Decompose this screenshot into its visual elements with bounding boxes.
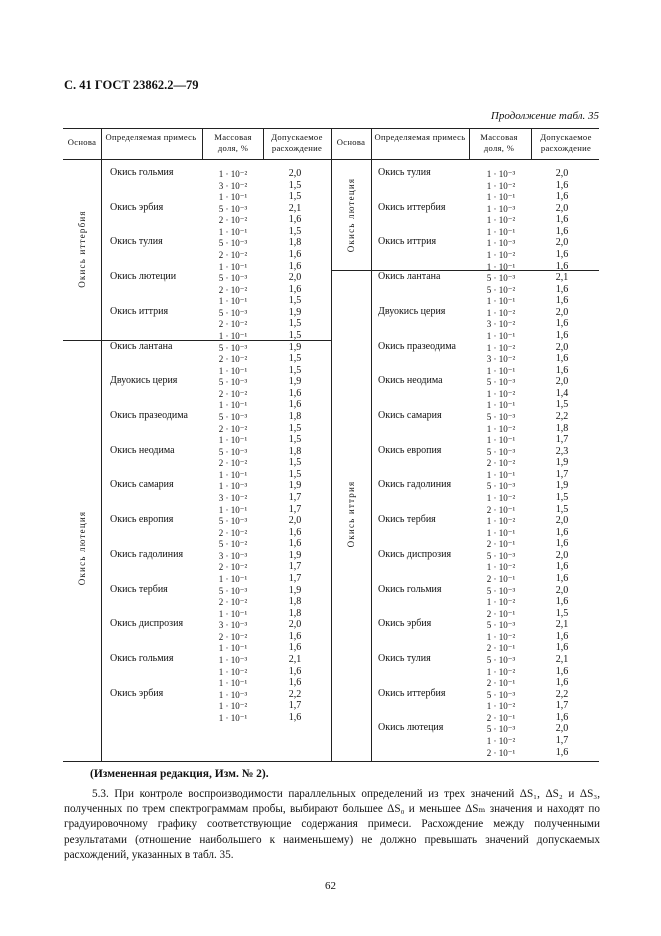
mass-fraction: 2 · 10⁻² — [218, 423, 248, 434]
page-header: С. 41 ГОСТ 23862.2—79 — [64, 78, 199, 92]
mass-fraction: 1 · 10⁻³ — [218, 654, 248, 665]
mass-fraction: 1 · 10⁻¹ — [218, 400, 248, 411]
mass-fraction: 2 · 10⁻¹ — [486, 643, 516, 654]
mass-fraction: 1 · 10⁻¹ — [486, 469, 516, 480]
mass-fraction: 5 · 10⁻³ — [218, 273, 248, 284]
mass-fraction: 2 · 10⁻² — [218, 631, 248, 642]
mass-fraction: 1 · 10⁻³ — [486, 203, 516, 214]
impurity-name: Окись гадолиния — [378, 479, 452, 491]
mass-fraction: 2 · 10⁻¹ — [486, 678, 516, 689]
impurity-name: Окись гадолиния — [110, 548, 184, 560]
allowed-difference: 2,1 — [555, 619, 569, 631]
allowed-difference: 2,0 — [555, 723, 569, 735]
allowed-difference: 1,5 — [288, 329, 302, 341]
allowed-difference: 1,5 — [555, 399, 569, 411]
impurity-name: Окись диспрозия — [110, 618, 184, 630]
impurity-name: Окись самария — [110, 479, 174, 491]
mass-fraction: 1 · 10⁻¹ — [218, 296, 248, 307]
allowed-difference: 2,1 — [288, 653, 302, 665]
allowed-difference: 1,6 — [288, 642, 302, 654]
mass-fraction: 3 · 10⁻² — [486, 354, 516, 365]
allowed-difference: 1,5 — [288, 434, 302, 446]
mass-fraction: 1 · 10⁻¹ — [218, 678, 248, 689]
allowed-difference: 1,6 — [555, 353, 569, 365]
allowed-difference: 1,7 — [288, 700, 302, 712]
mass-fraction: 5 · 10⁻³ — [486, 411, 516, 422]
mass-fraction: 1 · 10⁻² — [486, 562, 516, 573]
mass-fraction: 1 · 10⁻¹ — [218, 365, 248, 376]
impurity-name: Окись самария — [378, 409, 442, 421]
allowed-difference: 1,6 — [555, 191, 569, 203]
mass-fraction: 1 · 10⁻² — [218, 666, 248, 677]
page-number: 62 — [325, 880, 336, 892]
mass-fraction: 1 · 10⁻¹ — [218, 573, 248, 584]
allowed-difference: 1,6 — [555, 248, 569, 260]
allowed-difference: 1,6 — [555, 364, 569, 376]
impurity-name: Окись диспрозия — [378, 548, 452, 560]
allowed-difference: 1,6 — [555, 711, 569, 723]
mass-fraction: 1 · 10⁻³ — [486, 238, 516, 249]
mass-fraction: 1 · 10⁻² — [486, 388, 516, 399]
mass-fraction: 2 · 10⁻¹ — [486, 573, 516, 584]
impurity-name: Окись неодима — [378, 375, 443, 387]
mass-fraction: 2 · 10⁻¹ — [486, 747, 516, 758]
mass-fraction: 1 · 10⁻¹ — [486, 365, 516, 376]
impurity-name: Окись европия — [110, 514, 174, 526]
header-impurity-right: Определяемая примесь — [374, 132, 466, 142]
mass-fraction: 5 · 10⁻³ — [218, 342, 248, 353]
mass-fraction: 3 · 10⁻³ — [218, 550, 248, 561]
impurity-name: Окись тулия — [378, 652, 431, 664]
impurity-name: Окись иттрия — [110, 305, 169, 317]
allowed-difference: 1,6 — [288, 248, 302, 260]
group-separator — [331, 270, 599, 271]
allowed-difference: 2,0 — [555, 237, 569, 249]
mass-fraction: 3 · 10⁻³ — [218, 620, 248, 631]
mass-fraction: 2 · 10⁻² — [218, 597, 248, 608]
mass-fraction: 1 · 10⁻¹ — [486, 435, 516, 446]
impurity-name: Окись эрбия — [110, 201, 164, 213]
mass-fraction: 1 · 10⁻¹ — [218, 469, 248, 480]
impurity-name: Окись лантана — [110, 340, 173, 352]
allowed-difference: 1,9 — [288, 341, 302, 353]
mass-fraction: 5 · 10⁻³ — [218, 585, 248, 596]
allowed-difference: 1,5 — [288, 364, 302, 376]
mass-fraction: 1 · 10⁻² — [486, 666, 516, 677]
allowed-difference: 1,5 — [555, 607, 569, 619]
impurity-name: Окись иттербия — [378, 687, 446, 699]
allowed-difference: 1,9 — [288, 584, 302, 596]
impurity-name: Окись празеодима — [378, 340, 456, 352]
impurity-name: Окись эрбия — [110, 687, 164, 699]
allowed-difference: 1,5 — [288, 457, 302, 469]
allowed-difference: 1,9 — [555, 480, 569, 492]
column-line — [469, 128, 470, 159]
allowed-difference: 1,6 — [288, 665, 302, 677]
mass-fraction: 5 · 10⁻² — [486, 284, 516, 295]
impurity-name: Окись гольмия — [378, 583, 442, 595]
mass-fraction: 1 · 10⁻¹ — [218, 226, 248, 237]
allowed-difference: 1,7 — [555, 734, 569, 746]
column-line — [202, 128, 203, 159]
column-line — [331, 128, 332, 761]
impurity-name: Окись тербия — [378, 514, 436, 526]
allowed-difference: 2,0 — [555, 549, 569, 561]
allowed-difference: 1,6 — [288, 677, 302, 689]
allowed-difference: 1,5 — [555, 503, 569, 515]
allowed-difference: 2,0 — [288, 619, 302, 631]
allowed-difference: 1,6 — [555, 538, 569, 550]
mass-fraction: 1 · 10⁻² — [486, 516, 516, 527]
base-group-label: Окись иттрия — [346, 480, 356, 547]
mass-fraction: 5 · 10⁻³ — [486, 446, 516, 457]
mass-fraction: 1 · 10⁻² — [218, 169, 248, 179]
allowed-difference: 2,0 — [555, 376, 569, 388]
table-bottom-border — [63, 761, 599, 762]
mass-fraction: 5 · 10⁻³ — [218, 516, 248, 527]
allowed-difference: 2,0 — [555, 202, 569, 214]
allowed-difference: 1,4 — [555, 387, 569, 399]
allowed-difference: 2,0 — [555, 515, 569, 527]
allowed-difference: 2,1 — [288, 202, 302, 214]
mass-fraction: 1 · 10⁻² — [486, 180, 516, 191]
impurity-name: Окись неодима — [110, 444, 175, 456]
mass-fraction: 5 · 10⁻³ — [486, 689, 516, 700]
table-continuation-label: Продолжение табл. 35 — [490, 110, 599, 122]
mass-fraction: 1 · 10⁻² — [486, 215, 516, 226]
column-line — [371, 128, 372, 761]
mass-fraction: 3 · 10⁻² — [218, 180, 248, 191]
mass-fraction: 5 · 10⁻³ — [486, 724, 516, 735]
mass-fraction: 1 · 10⁻¹ — [486, 330, 516, 341]
column-line — [263, 128, 264, 159]
allowed-difference: 1,6 — [555, 225, 569, 237]
allowed-difference: 2,0 — [288, 168, 302, 179]
allowed-difference: 1,8 — [288, 237, 302, 249]
mass-fraction: 5 · 10⁻³ — [486, 654, 516, 665]
mass-fraction: 1 · 10⁻¹ — [486, 261, 516, 272]
impurity-name: Окись лютеция — [378, 722, 444, 734]
header-diff-right: Допускаемое расхождение — [540, 132, 592, 153]
allowed-difference: 1,9 — [288, 480, 302, 492]
allowed-difference: 2,3 — [555, 445, 569, 457]
allowed-difference: 1,8 — [288, 596, 302, 608]
mass-fraction: 5 · 10⁻³ — [486, 620, 516, 631]
mass-fraction: 5 · 10⁻³ — [218, 446, 248, 457]
header-base-right: Основа — [336, 137, 366, 147]
allowed-difference: 1,6 — [288, 283, 302, 295]
mass-fraction: 5 · 10⁻³ — [486, 585, 516, 596]
mass-fraction: 1 · 10⁻¹ — [218, 261, 248, 272]
allowed-difference: 1,5 — [288, 422, 302, 434]
group-separator — [63, 340, 331, 341]
allowed-difference: 1,8 — [555, 422, 569, 434]
impurity-name: Окись гольмия — [110, 652, 174, 664]
allowed-difference: 2,0 — [555, 306, 569, 318]
mass-fraction: 2 · 10⁻² — [218, 388, 248, 399]
allowed-difference: 1,8 — [288, 410, 302, 422]
paragraph-5-3: 5.3. При контроле воспроизводимости параллельных определений из трех значений ΔS₁, ΔS₂ и ΔS₃, полученных по трем спектрограммам пробы, выбирают большее ΔS₀ и меньшее ΔSₘ значения и находят по градуировочному графику соответствующие содержания примеси. Расхождение между полученными результатами (отношение наибольшего к наименьшему) не должно превышать значений допускаемых расхождений, указанных в табл. 35. — [64, 788, 600, 861]
allowed-difference: 2,0 — [555, 168, 569, 179]
mass-fraction: 5 · 10⁻³ — [218, 238, 248, 249]
allowed-difference: 1,7 — [555, 434, 569, 446]
impurity-name: Двуокись церия — [378, 305, 446, 317]
mass-fraction: 1 · 10⁻² — [486, 307, 516, 318]
impurity-name: Окись лантана — [378, 271, 441, 283]
mass-fraction: 5 · 10⁻³ — [486, 550, 516, 561]
mass-fraction: 1 · 10⁻¹ — [218, 608, 248, 619]
header-diff: Допускаемое расхождение — [271, 132, 323, 153]
allowed-difference: 1,7 — [288, 572, 302, 584]
impurity-name: Окись эрбия — [378, 618, 432, 630]
allowed-difference: 1,5 — [288, 295, 302, 307]
allowed-difference: 1,5 — [288, 318, 302, 330]
allowed-difference: 1,6 — [555, 526, 569, 538]
allowed-difference: 1,6 — [288, 399, 302, 411]
allowed-difference: 1,9 — [555, 457, 569, 469]
allowed-difference: 1,5 — [288, 179, 302, 191]
mass-fraction: 2 · 10⁻² — [218, 527, 248, 538]
allowed-difference: 2,1 — [555, 272, 569, 284]
allowed-difference: 2,0 — [555, 584, 569, 596]
base-group-label: Окись лютеция — [346, 177, 356, 252]
mass-fraction: 1 · 10⁻² — [218, 701, 248, 712]
mass-fraction: 1 · 10⁻³ — [218, 481, 248, 492]
allowed-difference: 1,6 — [555, 630, 569, 642]
allowed-difference: 1,7 — [555, 468, 569, 480]
allowed-difference: 1,9 — [288, 549, 302, 561]
mass-fraction: 1 · 10⁻¹ — [486, 400, 516, 411]
mass-fraction: 2 · 10⁻² — [218, 354, 248, 365]
allowed-difference: 1,6 — [288, 387, 302, 399]
mass-fraction: 1 · 10⁻¹ — [218, 192, 248, 203]
allowed-difference: 1,6 — [555, 179, 569, 191]
mass-fraction: 2 · 10⁻² — [218, 319, 248, 330]
allowed-difference: 1,7 — [555, 700, 569, 712]
impurity-name: Окись иттрия — [378, 236, 437, 248]
allowed-difference: 1,8 — [288, 445, 302, 457]
mass-fraction: 1 · 10⁻¹ — [218, 435, 248, 446]
allowed-difference: 1,6 — [555, 318, 569, 330]
allowed-difference: 1,7 — [288, 503, 302, 515]
allowed-difference: 1,6 — [555, 329, 569, 341]
allowed-difference: 1,5 — [555, 491, 569, 503]
header-mass-right: Массовая доля, % — [480, 132, 518, 153]
allowed-difference: 1,5 — [288, 225, 302, 237]
allowed-difference: 2,2 — [555, 688, 569, 700]
impurity-name: Окись европия — [378, 444, 442, 456]
mass-fraction: 1 · 10⁻¹ — [218, 504, 248, 515]
impurity-name: Двуокись церия — [110, 375, 178, 387]
data-table — [63, 128, 599, 761]
allowed-difference: 1,6 — [288, 214, 302, 226]
allowed-difference: 2,2 — [555, 410, 569, 422]
allowed-difference: 2,0 — [288, 515, 302, 527]
mass-fraction: 5 · 10⁻² — [218, 539, 248, 550]
header-base: Основа — [67, 137, 97, 147]
allowed-difference: 1,6 — [555, 283, 569, 295]
allowed-difference: 1,8 — [288, 607, 302, 619]
allowed-difference: 2,1 — [555, 653, 569, 665]
header-impurity: Определяемая примесь — [105, 132, 197, 142]
allowed-difference: 1,5 — [288, 353, 302, 365]
mass-fraction: 2 · 10⁻² — [218, 215, 248, 226]
mass-fraction: 1 · 10⁻² — [486, 492, 516, 503]
mass-fraction: 5 · 10⁻³ — [218, 377, 248, 388]
mass-fraction: 1 · 10⁻¹ — [486, 296, 516, 307]
impurity-name: Окись гольмия — [110, 167, 174, 178]
mass-fraction: 5 · 10⁻³ — [218, 307, 248, 318]
allowed-difference: 1,7 — [288, 561, 302, 573]
allowed-difference: 1,7 — [288, 491, 302, 503]
allowed-difference: 1,5 — [288, 191, 302, 203]
base-group-label: Окись иттербия — [77, 210, 87, 289]
mass-fraction: 2 · 10⁻¹ — [486, 608, 516, 619]
impurity-name: Окись тулия — [378, 167, 431, 178]
allowed-difference: 1,6 — [555, 561, 569, 573]
allowed-difference: 1,6 — [555, 665, 569, 677]
allowed-difference: 1,6 — [288, 526, 302, 538]
amendment-note: (Измененная редакция, Изм. № 2). — [90, 768, 269, 780]
mass-fraction: 1 · 10⁻¹ — [218, 643, 248, 654]
mass-fraction: 3 · 10⁻² — [218, 492, 248, 503]
allowed-difference: 1,6 — [555, 746, 569, 758]
impurity-name: Окись тербия — [110, 583, 168, 595]
impurity-name: Окись иттербия — [378, 201, 446, 213]
column-line — [101, 128, 102, 761]
mass-fraction: 5 · 10⁻³ — [486, 273, 516, 284]
allowed-difference: 1,6 — [555, 214, 569, 226]
base-group-label: Окись лютеция — [77, 511, 87, 586]
mass-fraction: 1 · 10⁻² — [486, 735, 516, 746]
mass-fraction: 1 · 10⁻¹ — [486, 527, 516, 538]
mass-fraction: 1 · 10⁻¹ — [218, 712, 248, 723]
allowed-difference: 2,2 — [288, 688, 302, 700]
mass-fraction: 1 · 10⁻³ — [218, 689, 248, 700]
mass-fraction: 5 · 10⁻³ — [218, 411, 248, 422]
impurity-name: Окись лютеции — [110, 271, 177, 283]
mass-fraction: 2 · 10⁻² — [218, 284, 248, 295]
mass-fraction: 3 · 10⁻² — [486, 319, 516, 330]
mass-fraction: 5 · 10⁻³ — [218, 203, 248, 214]
impurity-name: Окись тулия — [110, 236, 163, 248]
allowed-difference: 1,6 — [288, 630, 302, 642]
mass-fraction: 1 · 10⁻² — [486, 701, 516, 712]
allowed-difference: 1,6 — [555, 677, 569, 689]
allowed-difference: 2,0 — [555, 341, 569, 353]
column-line — [531, 128, 532, 159]
allowed-difference: 1,6 — [555, 295, 569, 307]
allowed-difference: 1,6 — [555, 260, 569, 272]
mass-fraction: 1 · 10⁻¹ — [218, 330, 248, 341]
allowed-difference: 2,0 — [288, 272, 302, 284]
allowed-difference: 1,6 — [555, 596, 569, 608]
allowed-difference: 1,9 — [288, 306, 302, 318]
allowed-difference: 1,9 — [288, 376, 302, 388]
mass-fraction: 1 · 10⁻¹ — [486, 192, 516, 203]
allowed-difference: 1,6 — [288, 711, 302, 723]
mass-fraction: 1 · 10⁻² — [486, 342, 516, 353]
mass-fraction: 2 · 10⁻² — [218, 562, 248, 573]
allowed-difference: 1,5 — [288, 468, 302, 480]
mass-fraction: 2 · 10⁻¹ — [486, 504, 516, 515]
mass-fraction: 2 · 10⁻² — [486, 458, 516, 469]
allowed-difference: 1,6 — [555, 642, 569, 654]
mass-fraction: 1 · 10⁻² — [486, 597, 516, 608]
mass-fraction: 2 · 10⁻² — [218, 458, 248, 469]
mass-fraction: 2 · 10⁻² — [218, 249, 248, 260]
header-mass: Массовая доля, % — [214, 132, 252, 153]
mass-fraction: 1 · 10⁻² — [486, 631, 516, 642]
mass-fraction: 1 · 10⁻² — [486, 249, 516, 260]
impurity-name: Окись празеодима — [110, 409, 188, 421]
mass-fraction: 2 · 10⁻¹ — [486, 539, 516, 550]
mass-fraction: 1 · 10⁻² — [486, 423, 516, 434]
mass-fraction: 5 · 10⁻³ — [486, 377, 516, 388]
allowed-difference: 1,6 — [555, 572, 569, 584]
mass-fraction: 5 · 10⁻³ — [486, 481, 516, 492]
mass-fraction: 2 · 10⁻¹ — [486, 712, 516, 723]
allowed-difference: 1,6 — [288, 260, 302, 272]
allowed-difference: 1,6 — [288, 538, 302, 550]
mass-fraction: 1 · 10⁻¹ — [486, 226, 516, 237]
mass-fraction: 1 · 10⁻³ — [486, 169, 516, 179]
